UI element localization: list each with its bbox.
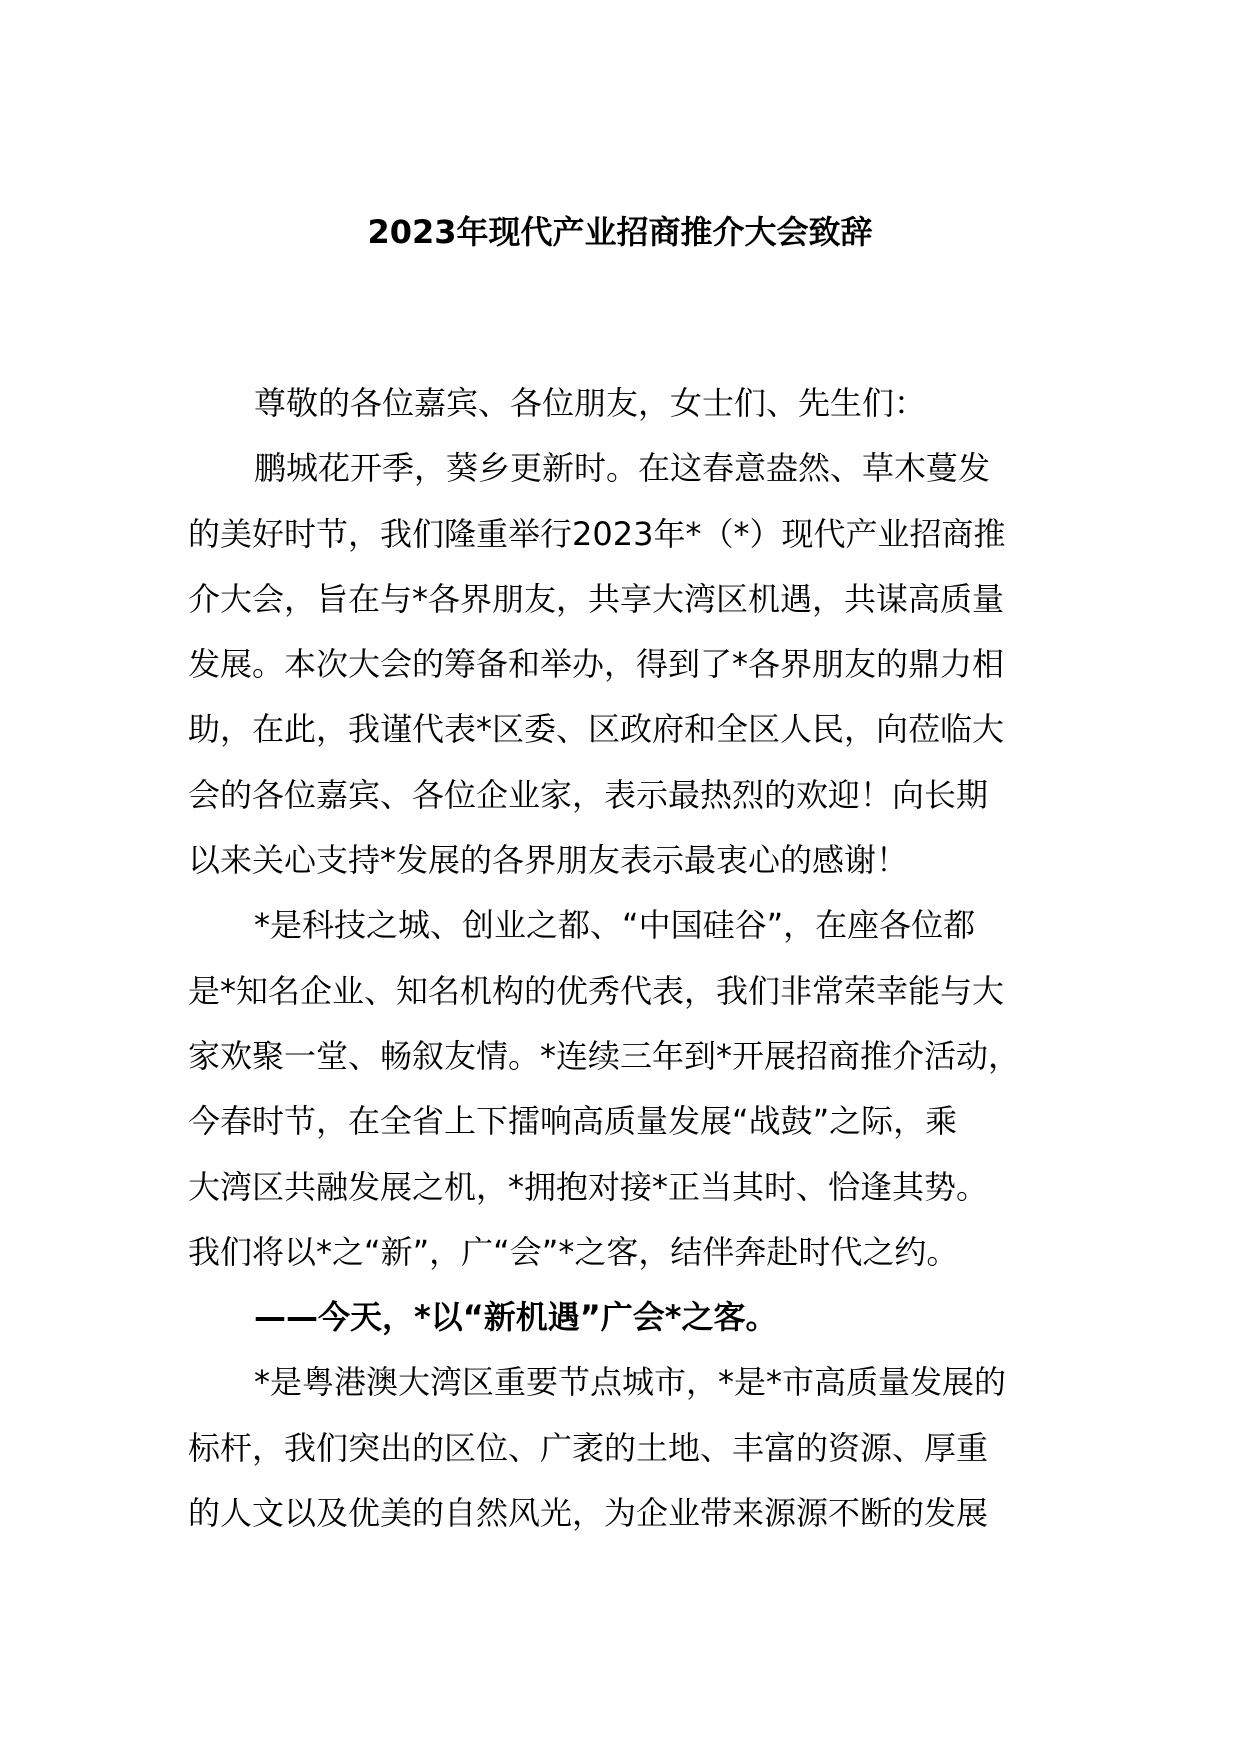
paragraph-line: 的人文以及优美的自然风光，为企业带来源源不断的发展 — [188, 1494, 989, 1533]
paragraph-line: 发展。本次大会的筹备和举办，得到了*各界朋友的鼎力相 — [188, 645, 1005, 684]
paragraph-line: 家欢聚一堂、畅叙友情。*连续三年到*开展招商推介活动， — [188, 1036, 1021, 1075]
paragraph-line: 会的各位嘉宾、各位企业家，表示最热烈的欢迎！向长期 — [188, 775, 989, 814]
paragraph-line: 是*知名企业、知名机构的优秀代表，我们非常荣幸能与大 — [188, 971, 1005, 1010]
paragraph-line: *是粤港澳大湾区重要节点城市，*是*市高质量发展的 — [254, 1363, 1007, 1402]
paragraph-line: 大湾区共融发展之机，*拥抱对接*正当其时、恰逢其势。 — [188, 1167, 989, 1206]
paragraph-line: 标杆，我们突出的区位、广袤的土地、丰富的资源、厚重 — [188, 1428, 989, 1467]
document-body — [188, 371, 1088, 1546]
paragraph-line: 今春时节，在全省上下擂响高质量发展“战鼓”之际，乘 — [188, 1102, 958, 1141]
paragraph-line: 以来关心支持*发展的各界朋友表示最衷心的感谢！ — [188, 841, 909, 880]
paragraph-line: 介大会，旨在与*各界朋友，共享大湾区机遇，共谋高质量 — [188, 579, 1005, 618]
document-title: 2023年现代产业招商推介大会致辞 — [367, 213, 873, 251]
paragraph-line: 助，在此，我谨代表*区委、区政府和全区人民，向莅临大 — [188, 710, 1005, 749]
paragraph-line: *是科技之城、创业之都、“中国硅谷”，在座各位都 — [254, 906, 976, 945]
salutation-line: 尊敬的各位嘉宾、各位朋友，女士们、先生们： — [254, 384, 927, 422]
section-heading: ——今天，*以“新机遇”广会*之客。 — [254, 1298, 778, 1337]
paragraph-line: 我们将以*之“新”，广“会”*之客，结伴奔赴时代之约。 — [188, 1232, 959, 1271]
paragraph-line: 鹏城花开季，葵乡更新时。在这春意盎然、草木蔓发 — [254, 449, 991, 488]
paragraph-line: 的美好时节，我们隆重举行2023年*（*）现代产业招商推 — [188, 514, 1006, 553]
